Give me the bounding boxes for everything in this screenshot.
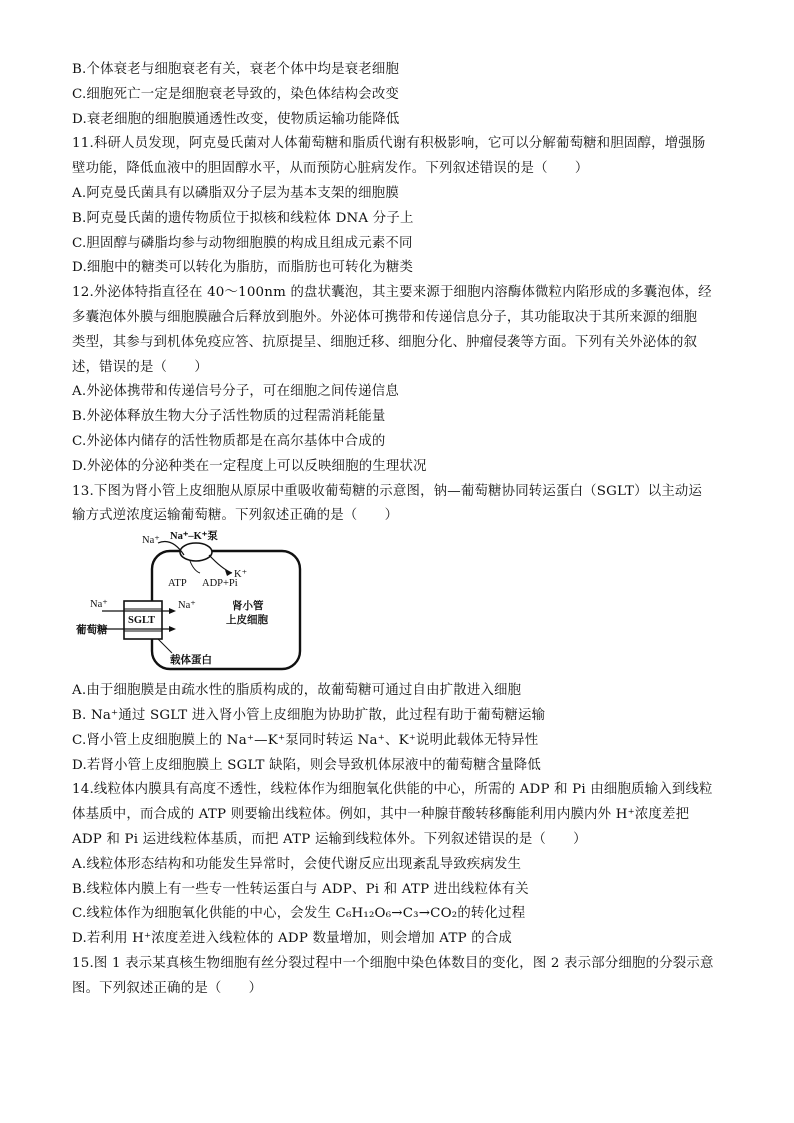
text-line: 图。下列叙述正确的是（ ） <box>72 980 263 996</box>
question-12-stem: 12.外泌体特指直径在 40～100nm 的盘状囊泡，其主要来源于细胞内溶酶体微粒内陷形成的多囊泡体，经 <box>72 285 712 301</box>
option-a: A.线粒体形态结构和功能发生异常时，会使代谢反应出现紊乱导致疾病发生 <box>72 856 522 872</box>
text-block-bottom <box>72 679 732 1001</box>
option-d: D.若利用 H⁺浓度差进入线粒体的 ADP 数量增加，则会增加 ATP 的合成 <box>72 931 513 947</box>
text-line: 体基质中，而合成的 ATP 则要输出线粒体。例如，其中一种腺苷酸转移酶能利用内膜内外 H⁺浓度差把 <box>72 807 690 823</box>
text-line: 类型，其参与到机体免疫应答、抗原提呈、细胞迁移、细胞分化、肿瘤侵袭等方面。下列有关外泌体的叙 <box>72 334 698 350</box>
text-block-top <box>72 58 732 529</box>
na-inner-label: Na⁺ <box>178 600 196 612</box>
option-a: A.由于细胞膜是由疏水性的脂质构成的，故葡萄糖可通过自由扩散进入细胞 <box>72 683 522 699</box>
na-k-pump <box>180 543 212 561</box>
option-c: C.胆固醇与磷脂均参与动物细胞膜的构成且组成元素不同 <box>72 235 413 251</box>
na-left-label: Na⁺ <box>90 599 108 611</box>
atp-label: ATP <box>168 578 187 590</box>
question-11-stem: 11.科研人员发现，阿克曼氏菌对人体葡萄糖和脂质代谢有积极影响，它可以分解葡萄糖和胆固醇，增强肠 <box>72 136 706 152</box>
option-c: C.肾小管上皮细胞膜上的 Na⁺—K⁺泵同时转运 Na⁺、K⁺说明此载体无特异性 <box>72 732 539 748</box>
option-d: D.若肾小管上皮细胞膜上 SGLT 缺陷，则会导致机体尿液中的葡萄糖含量降低 <box>72 757 541 773</box>
text-line: 输方式逆浓度运输葡萄糖。下列叙述正确的是（ ） <box>72 508 399 524</box>
adp-label: ADP+Pi <box>202 578 238 590</box>
k-label: K⁺ <box>234 569 248 581</box>
text-line: B.个体衰老与细胞衰老有关，衰老个体中均是衰老细胞 <box>72 62 400 77</box>
text-line: ADP 和 Pi 运进线粒体基质，而把 ATP 运输到线粒体外。下列叙述错误的是（ ） <box>72 831 587 847</box>
cell-label-line2: 上皮细胞 <box>226 615 268 627</box>
carrier-label: 载体蛋白 <box>170 655 212 667</box>
question-13-stem: 13.下图为肾小管上皮细胞从原尿中重吸收葡萄糖的示意图，钠—葡萄糖协同转运蛋白（SGLT）以主动运 <box>72 483 703 499</box>
sglt-cell-diagram <box>72 529 732 679</box>
option-b: B.外泌体释放生物大分子活性物质的过程需消耗能量 <box>72 409 386 425</box>
option-d: D.外泌体的分泌种类在一定程度上可以反映细胞的生理状况 <box>72 458 427 474</box>
sglt-label: SGLT <box>128 615 156 627</box>
option-c: C.外泌体内储存的活性物质都是在高尔基体中合成的 <box>72 433 386 449</box>
option-b: B.线粒体内膜上有一些专一性转运蛋白与 ADP、Pi 和 ATP 进出线粒体有关 <box>72 881 529 897</box>
text-line: 述，错误的是（ ） <box>72 359 208 375</box>
option-d: D.细胞中的糖类可以转化为脂肪，而脂肪也可转化为糖类 <box>72 260 414 276</box>
text-line: D.衰老细胞的细胞膜通透性改变，使物质运输功能降低 <box>72 111 400 127</box>
na-k-pump-label: Na⁺–K⁺泵 <box>170 531 218 543</box>
na-top-label: Na⁺ <box>142 535 160 547</box>
cell-membrane <box>152 551 300 669</box>
glucose-label: 葡萄糖 <box>76 625 108 637</box>
question-14-stem: 14.线粒体内膜具有高度不透性，线粒体作为细胞氧化供能的中心，所需的 ADP 和 Pi 由细胞质输入到线粒 <box>72 782 713 798</box>
option-b: B.阿克曼氏菌的遗传物质位于拟核和线粒体 DNA 分子上 <box>72 210 414 226</box>
option-b: B. Na⁺通过 SGLT 进入肾小管上皮细胞为协助扩散，此过程有助于葡萄糖运输 <box>72 707 546 723</box>
option-c: C.线粒体作为细胞氧化供能的中心，会发生 C₆H₁₂O₆→C₃→CO₂的转化过程 <box>72 906 526 922</box>
text-line: C.细胞死亡一定是细胞衰老导致的，染色体结构会改变 <box>72 86 400 102</box>
question-15-stem: 15.图 1 表示某真核生物细胞有丝分裂过程中一个细胞中染色体数目的变化，图 2 表示部分细胞的分裂示意 <box>72 955 714 971</box>
option-a: A.阿克曼氏菌具有以磷脂双分子层为基本支架的细胞膜 <box>72 185 399 201</box>
option-a: A.外泌体携带和传递信号分子，可在细胞之间传递信息 <box>72 384 399 400</box>
text-line: 多囊泡体外膜与细胞膜融合后释放到胞外。外泌体可携带和传递信息分子，其功能取决于其所来源的细胞 <box>72 309 698 325</box>
exam-page <box>72 58 732 1002</box>
text-line: 壁功能，降低血液中的胆固醇水平，从而预防心脏病发作。下列叙述错误的是（ ） <box>72 161 589 177</box>
cell-label-line1: 肾小管 <box>232 601 264 613</box>
